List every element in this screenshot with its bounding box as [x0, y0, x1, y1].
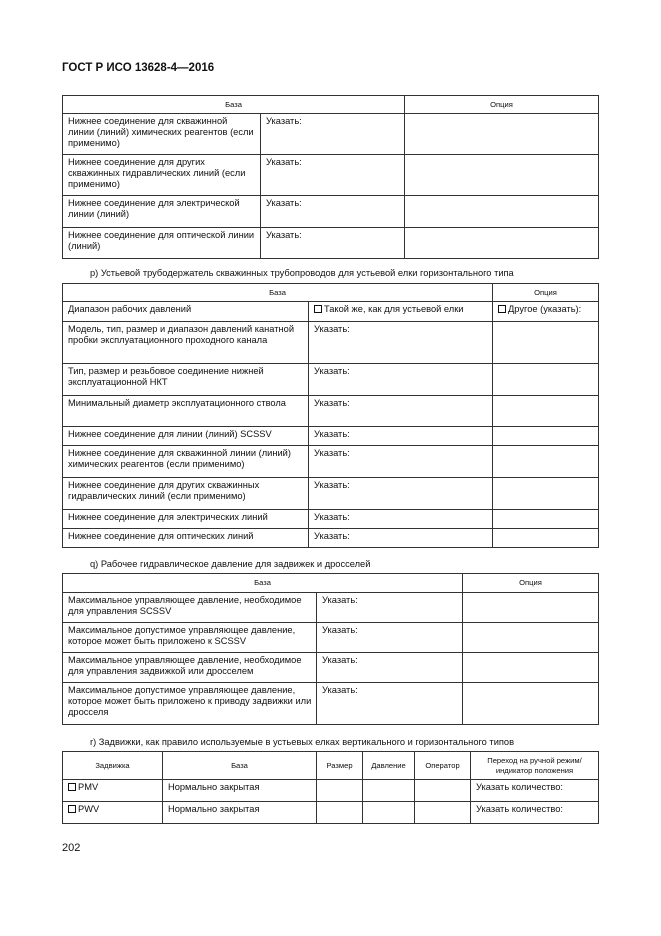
row-label: Нижнее соединение для электрических линий	[63, 510, 309, 529]
row-label: Нижнее соединение для электрической линии (линий)	[63, 196, 261, 228]
row-value: Указать:	[309, 322, 493, 364]
column-header-option: Опция	[493, 284, 599, 302]
size-cell	[317, 802, 363, 824]
row-value: Указать:	[317, 623, 463, 653]
row-label: Нижнее соединение для линии (линий) SCSSV	[63, 427, 309, 446]
table-lower-connections	[62, 95, 599, 259]
option-cell	[463, 623, 599, 653]
column-header-base: База	[163, 752, 317, 780]
option-cell	[463, 653, 599, 683]
column-header-size: Размер	[317, 752, 363, 780]
table-hydraulic-pressure	[62, 573, 599, 725]
other-specify-option[interactable]: Другое (указать):	[493, 302, 599, 322]
row-value: Указать:	[317, 653, 463, 683]
option-cell	[493, 529, 599, 548]
page-number: 202	[62, 842, 81, 854]
row-label: Нижнее соединение для скважинной линии (линий) химических реагентов (если применимо)	[63, 446, 309, 478]
column-header-manual-override: Переход на ручной режим/ индикатор положения	[471, 752, 599, 780]
column-header-base: База	[63, 574, 463, 593]
option-cell	[463, 683, 599, 725]
option-cell	[493, 322, 599, 364]
row-value: Указать:	[309, 396, 493, 427]
size-cell	[317, 780, 363, 802]
row-label: Нижнее соединение для оптической линии (линий)	[63, 228, 261, 259]
option-cell	[405, 155, 599, 196]
row-label: Нижнее соединение для оптических линий	[63, 529, 309, 548]
option-cell	[493, 427, 599, 446]
row-value: Указать:	[261, 196, 405, 228]
row-label: Диапазон рабочих давлений	[63, 302, 309, 322]
row-value: Указать:	[261, 155, 405, 196]
column-header-pressure: Давление	[363, 752, 415, 780]
row-value: Указать:	[261, 114, 405, 155]
pressure-cell	[363, 780, 415, 802]
row-value: Указать количество:	[471, 780, 599, 802]
column-header-option: Опция	[463, 574, 599, 593]
table-tubing-hanger	[62, 283, 599, 548]
row-value: Указать количество:	[471, 802, 599, 824]
option-cell	[493, 478, 599, 510]
row-label: Нижнее соединение для других скважинных гидравлических линий (если применимо)	[63, 155, 261, 196]
row-label: Нижнее соединение для других скважинных гидравлических линий (если применимо)	[63, 478, 309, 510]
operator-cell	[415, 802, 471, 824]
row-value: Указать:	[309, 446, 493, 478]
option-cell	[405, 196, 599, 228]
column-header-operator: Оператор	[415, 752, 471, 780]
same-as-tree-option[interactable]: Такой же, как для устьевой елки	[309, 302, 493, 322]
option-cell	[405, 114, 599, 155]
row-value: Указать:	[309, 364, 493, 396]
checkbox[interactable]	[68, 783, 76, 791]
column-header-base: База	[63, 284, 493, 302]
row-label: Максимальное управляющее давление, необходимое для управления SCSSV	[63, 593, 317, 623]
row-label: Максимальное допустимое управляющее давление, которое может быть приложено к SCSSV	[63, 623, 317, 653]
checkbox[interactable]	[498, 305, 506, 313]
row-label: Минимальный диаметр эксплуатационного ствола	[63, 396, 309, 427]
option-cell	[493, 510, 599, 529]
option-cell	[463, 593, 599, 623]
row-value: Указать:	[309, 529, 493, 548]
option-cell	[493, 364, 599, 396]
checkbox[interactable]	[68, 805, 76, 813]
section-caption-p: p) Устьевой трубодержатель скважинных трубопроводов для устьевой елки горизонтального типа	[90, 268, 514, 278]
row-value: Указать:	[317, 683, 463, 725]
row-label: Нижнее соединение для скважинной линии (линий) химических реагентов (если применимо)	[63, 114, 261, 155]
row-label: Максимальное допустимое управляющее давление, которое может быть приложено к приводу задвижки или дросселя	[63, 683, 317, 725]
valve-pmv-option[interactable]: PMV	[63, 780, 163, 802]
option-cell	[493, 446, 599, 478]
checkbox[interactable]	[314, 305, 322, 313]
valve-pwv-option[interactable]: PWV	[63, 802, 163, 824]
row-label: Модель, тип, размер и диапазон давлений канатной пробки эксплуатационного проходного канала	[63, 322, 309, 364]
row-label: Максимальное управляющее давление, необходимое для управления задвижкой или дросселем	[63, 653, 317, 683]
column-header-valve: Задвижка	[63, 752, 163, 780]
row-value: Указать:	[317, 593, 463, 623]
option-cell	[493, 396, 599, 427]
section-caption-r: r) Задвижки, как правило используемые в устьевых елках вертикального и горизонтального типов	[90, 737, 515, 747]
pressure-cell	[363, 802, 415, 824]
row-value: Указать:	[309, 478, 493, 510]
section-caption-q: q) Рабочее гидравлическое давление для задвижек и дросселей	[90, 559, 371, 569]
row-value: Нормально закрытая	[163, 802, 317, 824]
row-value: Указать:	[309, 510, 493, 529]
row-value: Указать:	[309, 427, 493, 446]
document-header: ГОСТ Р ИСО 13628-4—2016	[62, 62, 215, 74]
row-value: Нормально закрытая	[163, 780, 317, 802]
row-value: Указать:	[261, 228, 405, 259]
option-cell	[405, 228, 599, 259]
column-header-option: Опция	[405, 96, 599, 114]
table-valves	[62, 751, 599, 824]
row-label: Тип, размер и резьбовое соединение нижней эксплуатационной НКТ	[63, 364, 309, 396]
column-header-base: База	[63, 96, 405, 114]
operator-cell	[415, 780, 471, 802]
